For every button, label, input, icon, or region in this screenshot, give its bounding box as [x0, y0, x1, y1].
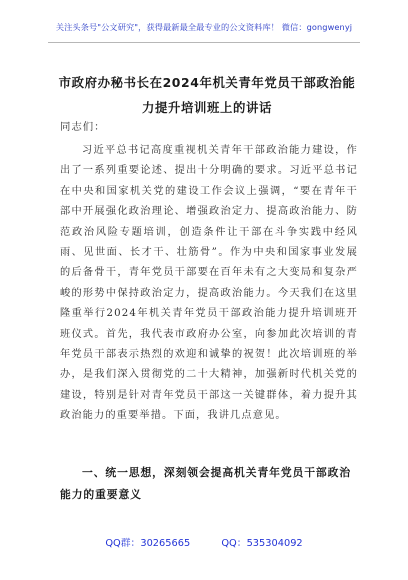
- body-paragraph: 习近平总书记高度重视机关青年干部政治能力建设，作出了一系列重要论述、提出十分明确的要求。习近平总书记在中央和国家机关党的建设工作会议上强调，“要在青年干部中开展强化政治理论、增强政治定力、提高政治能力、防范政治风险专题培训，创造条件让干部在斗争实践中经风雨、见世面、长才干、壮筋骨”。作为中央和国家事业发展的后备骨干，青年党员干部要在百年未有之大变局和复杂严峻的形势中保持政治定力，提高政治能力。今天我们在这里隆重举行2024年机关青年党员干部政治能力提升培训班开班仪式。首先，我代表市政府办公室，向参加此次培训的青年党员干部表示热烈的欢迎和诚挚的祝贺！此次培训班的举办，是我们深入贯彻党的二十大精神，加强新时代机关党的建设，特别是针对青年党员干部这一关键群体，着力提升其政治能力的重要举措。下面，我讲几点意见。: [60, 145, 358, 422]
- footer-contact: QQ群：30265665 QQ：535304092: [105, 538, 303, 549]
- salutation: 同志们：: [60, 121, 106, 133]
- header-promo-note: 关注头条号"公文研究"，获得最新最全最专业的公文资料库！ 微信：gongwenyj: [55, 22, 353, 32]
- section-heading: 一、统一思想，深刻领会提高机关青年党员干部政治能力的重要意义: [60, 466, 352, 501]
- header-divider: [48, 42, 360, 43]
- document-title: 市政府办秘书长在2024年机关青年党员干部政治能力提升培训班上的讲话: [58, 75, 356, 115]
